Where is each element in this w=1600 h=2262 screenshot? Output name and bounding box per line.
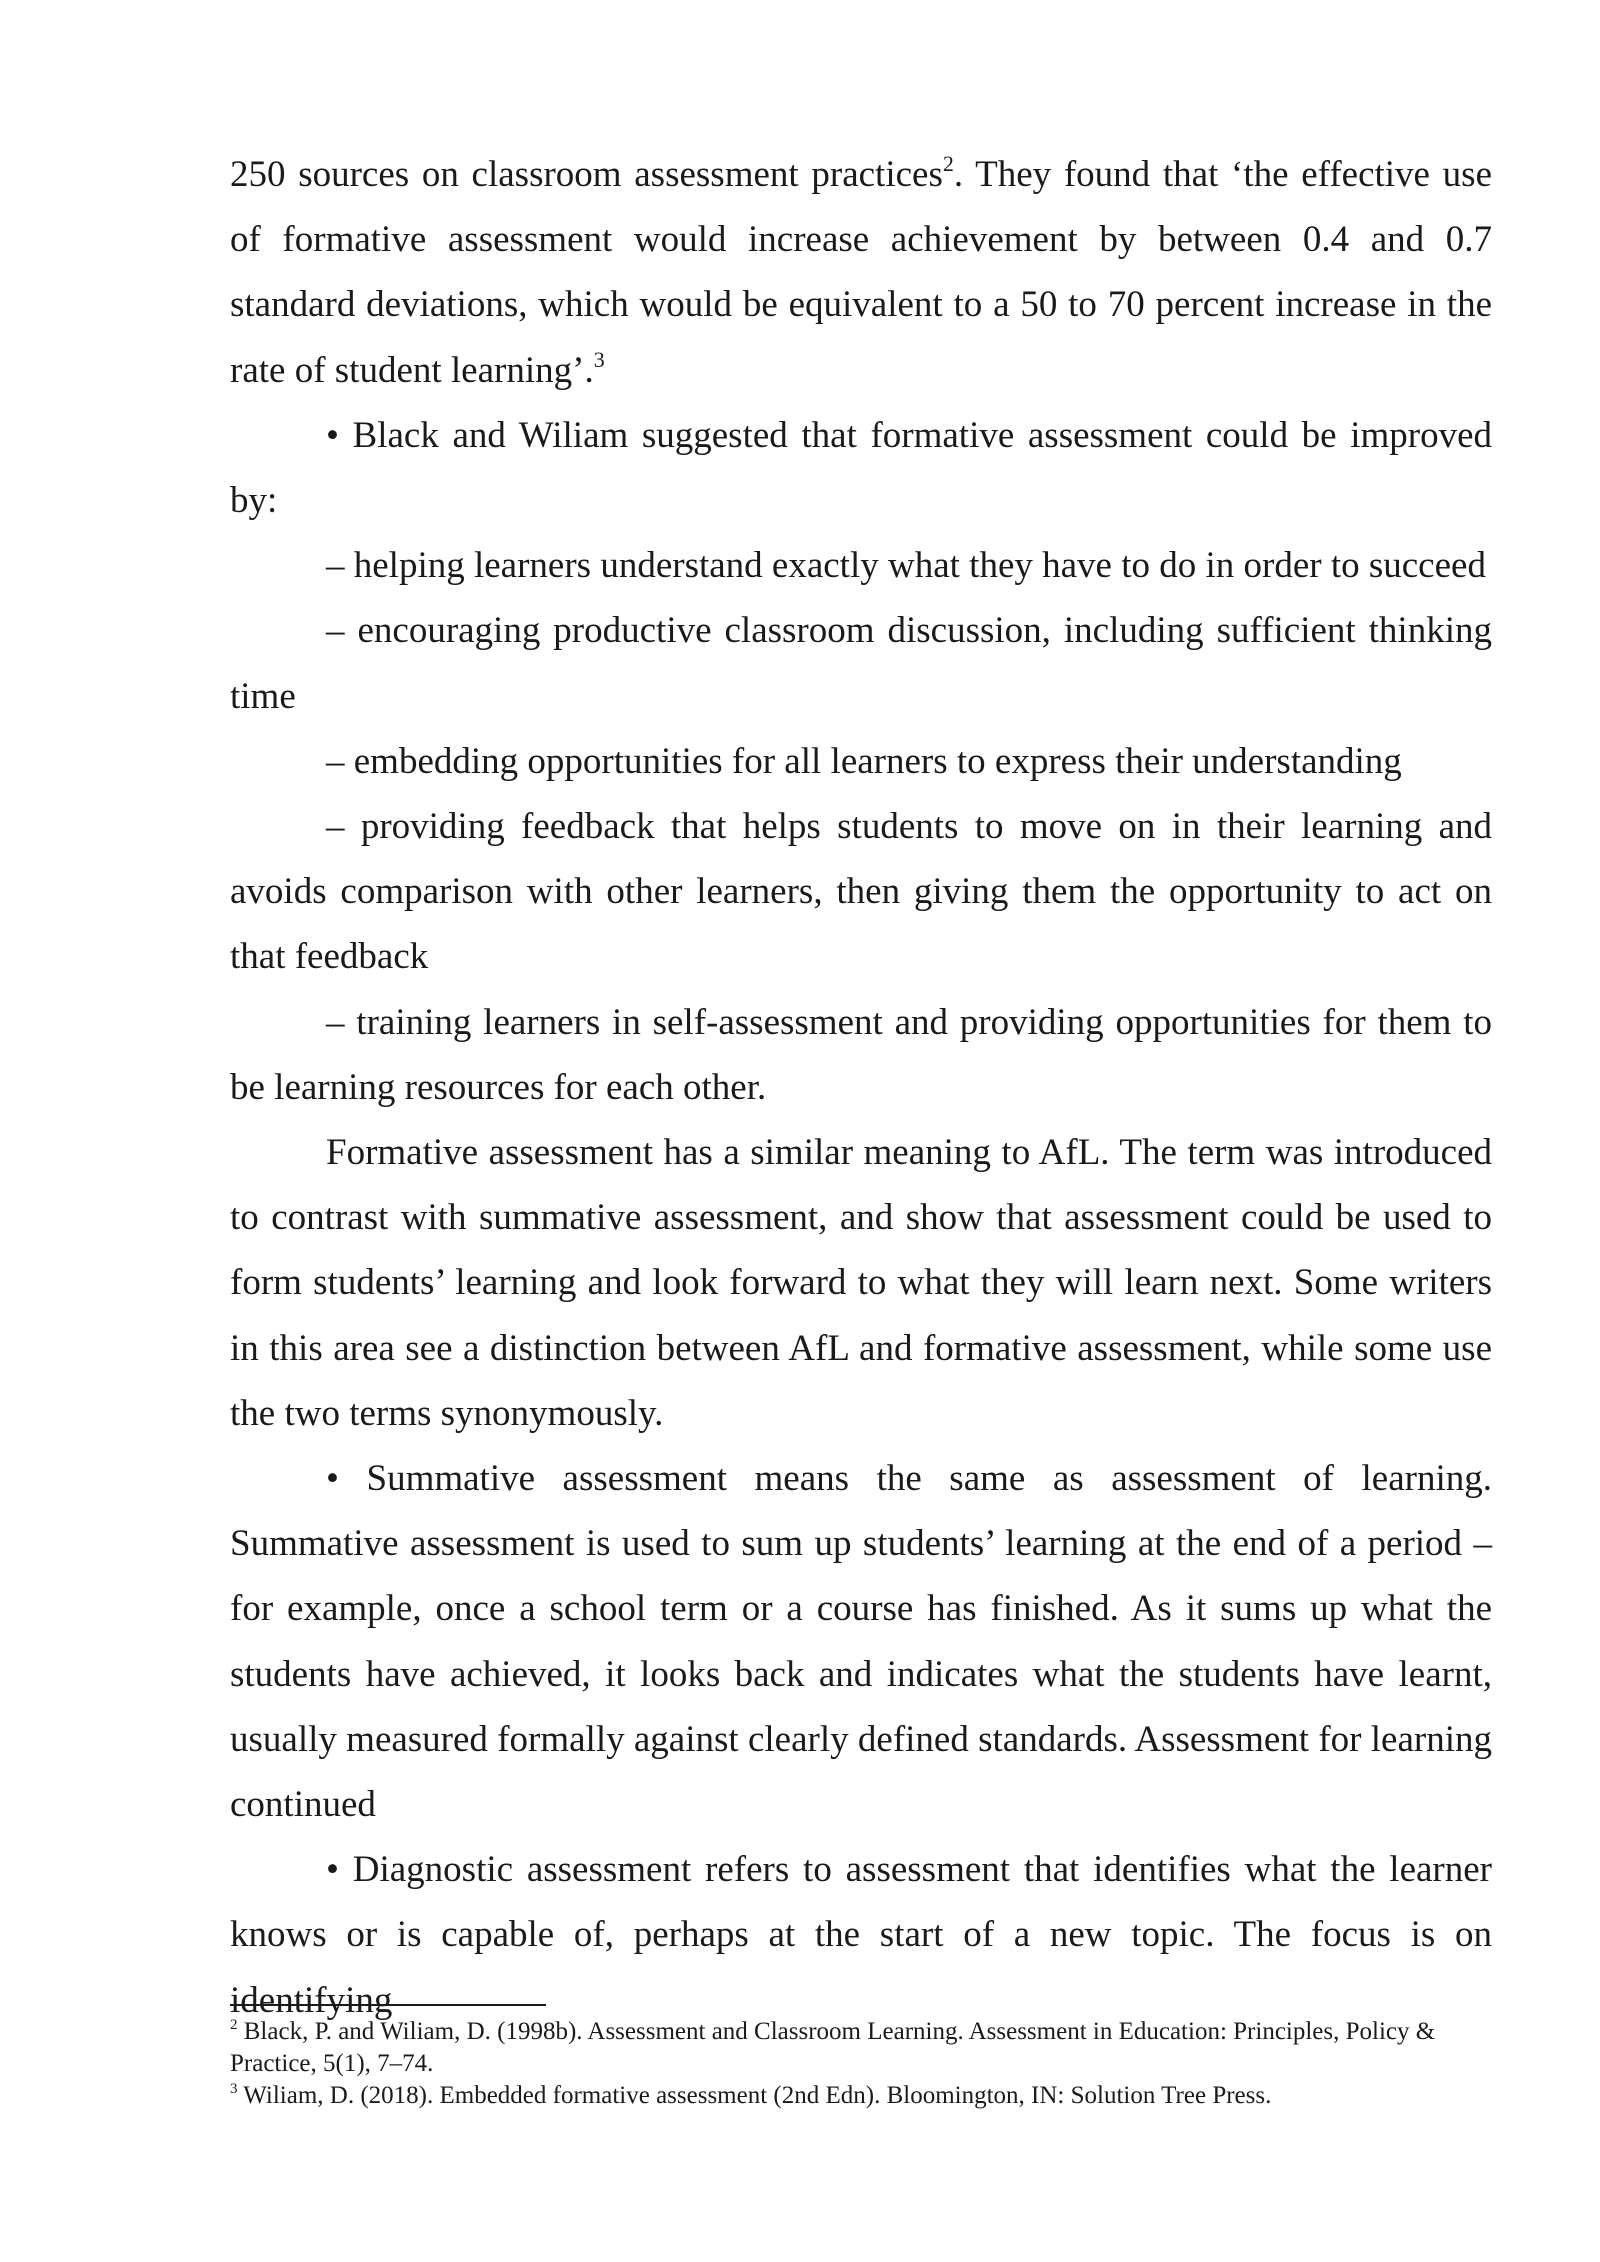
paragraph-formative-assessment: Formative assessment has a similar meaning to AfL. The term was introduced to contrast with summative assessment, and show that assessment could be used to form students’ learning and look forward to what they will learn next. Some writers in this area see a distinction between AfL and formative assessment, while some use the two terms synonymously. bbox=[230, 1132, 1492, 1434]
footnote-marker: 3 bbox=[230, 2081, 238, 2097]
bullet-diagnostic-assessment: • Diagnostic assessment refers to assessment that identifies what the learner knows or is capable of, perhaps at the start of a new topic. The focus is on identifying bbox=[230, 1849, 1492, 2021]
footnote-text: Black, P. and Wiliam, D. (1998b). Assessment and Classroom Learning. Assessment in Education: Principles, Policy & Practice, 5(1), 7–74. bbox=[230, 2018, 1436, 2077]
list-item-encouraging-discussion: – encouraging productive classroom discussion, including sufficient thinking time bbox=[230, 610, 1492, 717]
footnote-ref-3[interactable]: 3 bbox=[593, 346, 605, 372]
bullet-summative-assessment: • Summative assessment means the same as assessment of learning. Summative assessment is used to sum up students’ learning at the end of a period – for example, once a school term or a course has finished. As it sums up what the students have achieved, it looks back and indicates what the students have learnt, usually measured formally against clearly defined standards. Assessment for learning continued bbox=[230, 1458, 1492, 1826]
footnote-divider bbox=[230, 2004, 546, 2006]
footnote-ref-2[interactable]: 2 bbox=[942, 151, 954, 176]
paragraph-text: 250 sources on classroom assessment practices bbox=[230, 154, 943, 195]
list-item-providing-feedback: – providing feedback that helps students to move on in their learning and avoids comparison with other learners, then giving them the opportunity to act on that feedback bbox=[230, 806, 1492, 978]
paragraph-sources bbox=[230, 142, 1492, 403]
footnote-2 bbox=[230, 2016, 1492, 2080]
list-item-embedding-opportunities: – embedding opportunities for all learners to express their understanding bbox=[326, 740, 1402, 782]
list-item-training-learners: – training learners in self-assessment and providing opportunities for them to be learning resources for each other. bbox=[230, 1001, 1492, 1108]
footnotes-section bbox=[230, 2004, 1492, 2112]
footnote-3 bbox=[230, 2080, 1492, 2112]
page-body bbox=[230, 142, 1492, 2033]
bullet-black-wiliam: • Black and Wiliam suggested that formative assessment could be improved by: bbox=[230, 414, 1492, 522]
list-item-helping-learners: – helping learners understand exactly what they have to do in order to succeed bbox=[326, 545, 1486, 587]
footnote-text: Wiliam, D. (2018). Embedded formative assessment (2nd Edn). Bloomington, IN: Solution Tree Press. bbox=[237, 2082, 1272, 2109]
paragraph-text: . They found that ‘the effective use of formative assessment would increase achievement by between 0.4 and 0.7 standard deviations, which would be equivalent to a 50 to 70 percent increase in the rate of student learning’. bbox=[230, 154, 1492, 391]
footnote-marker: 2 bbox=[230, 2017, 238, 2033]
